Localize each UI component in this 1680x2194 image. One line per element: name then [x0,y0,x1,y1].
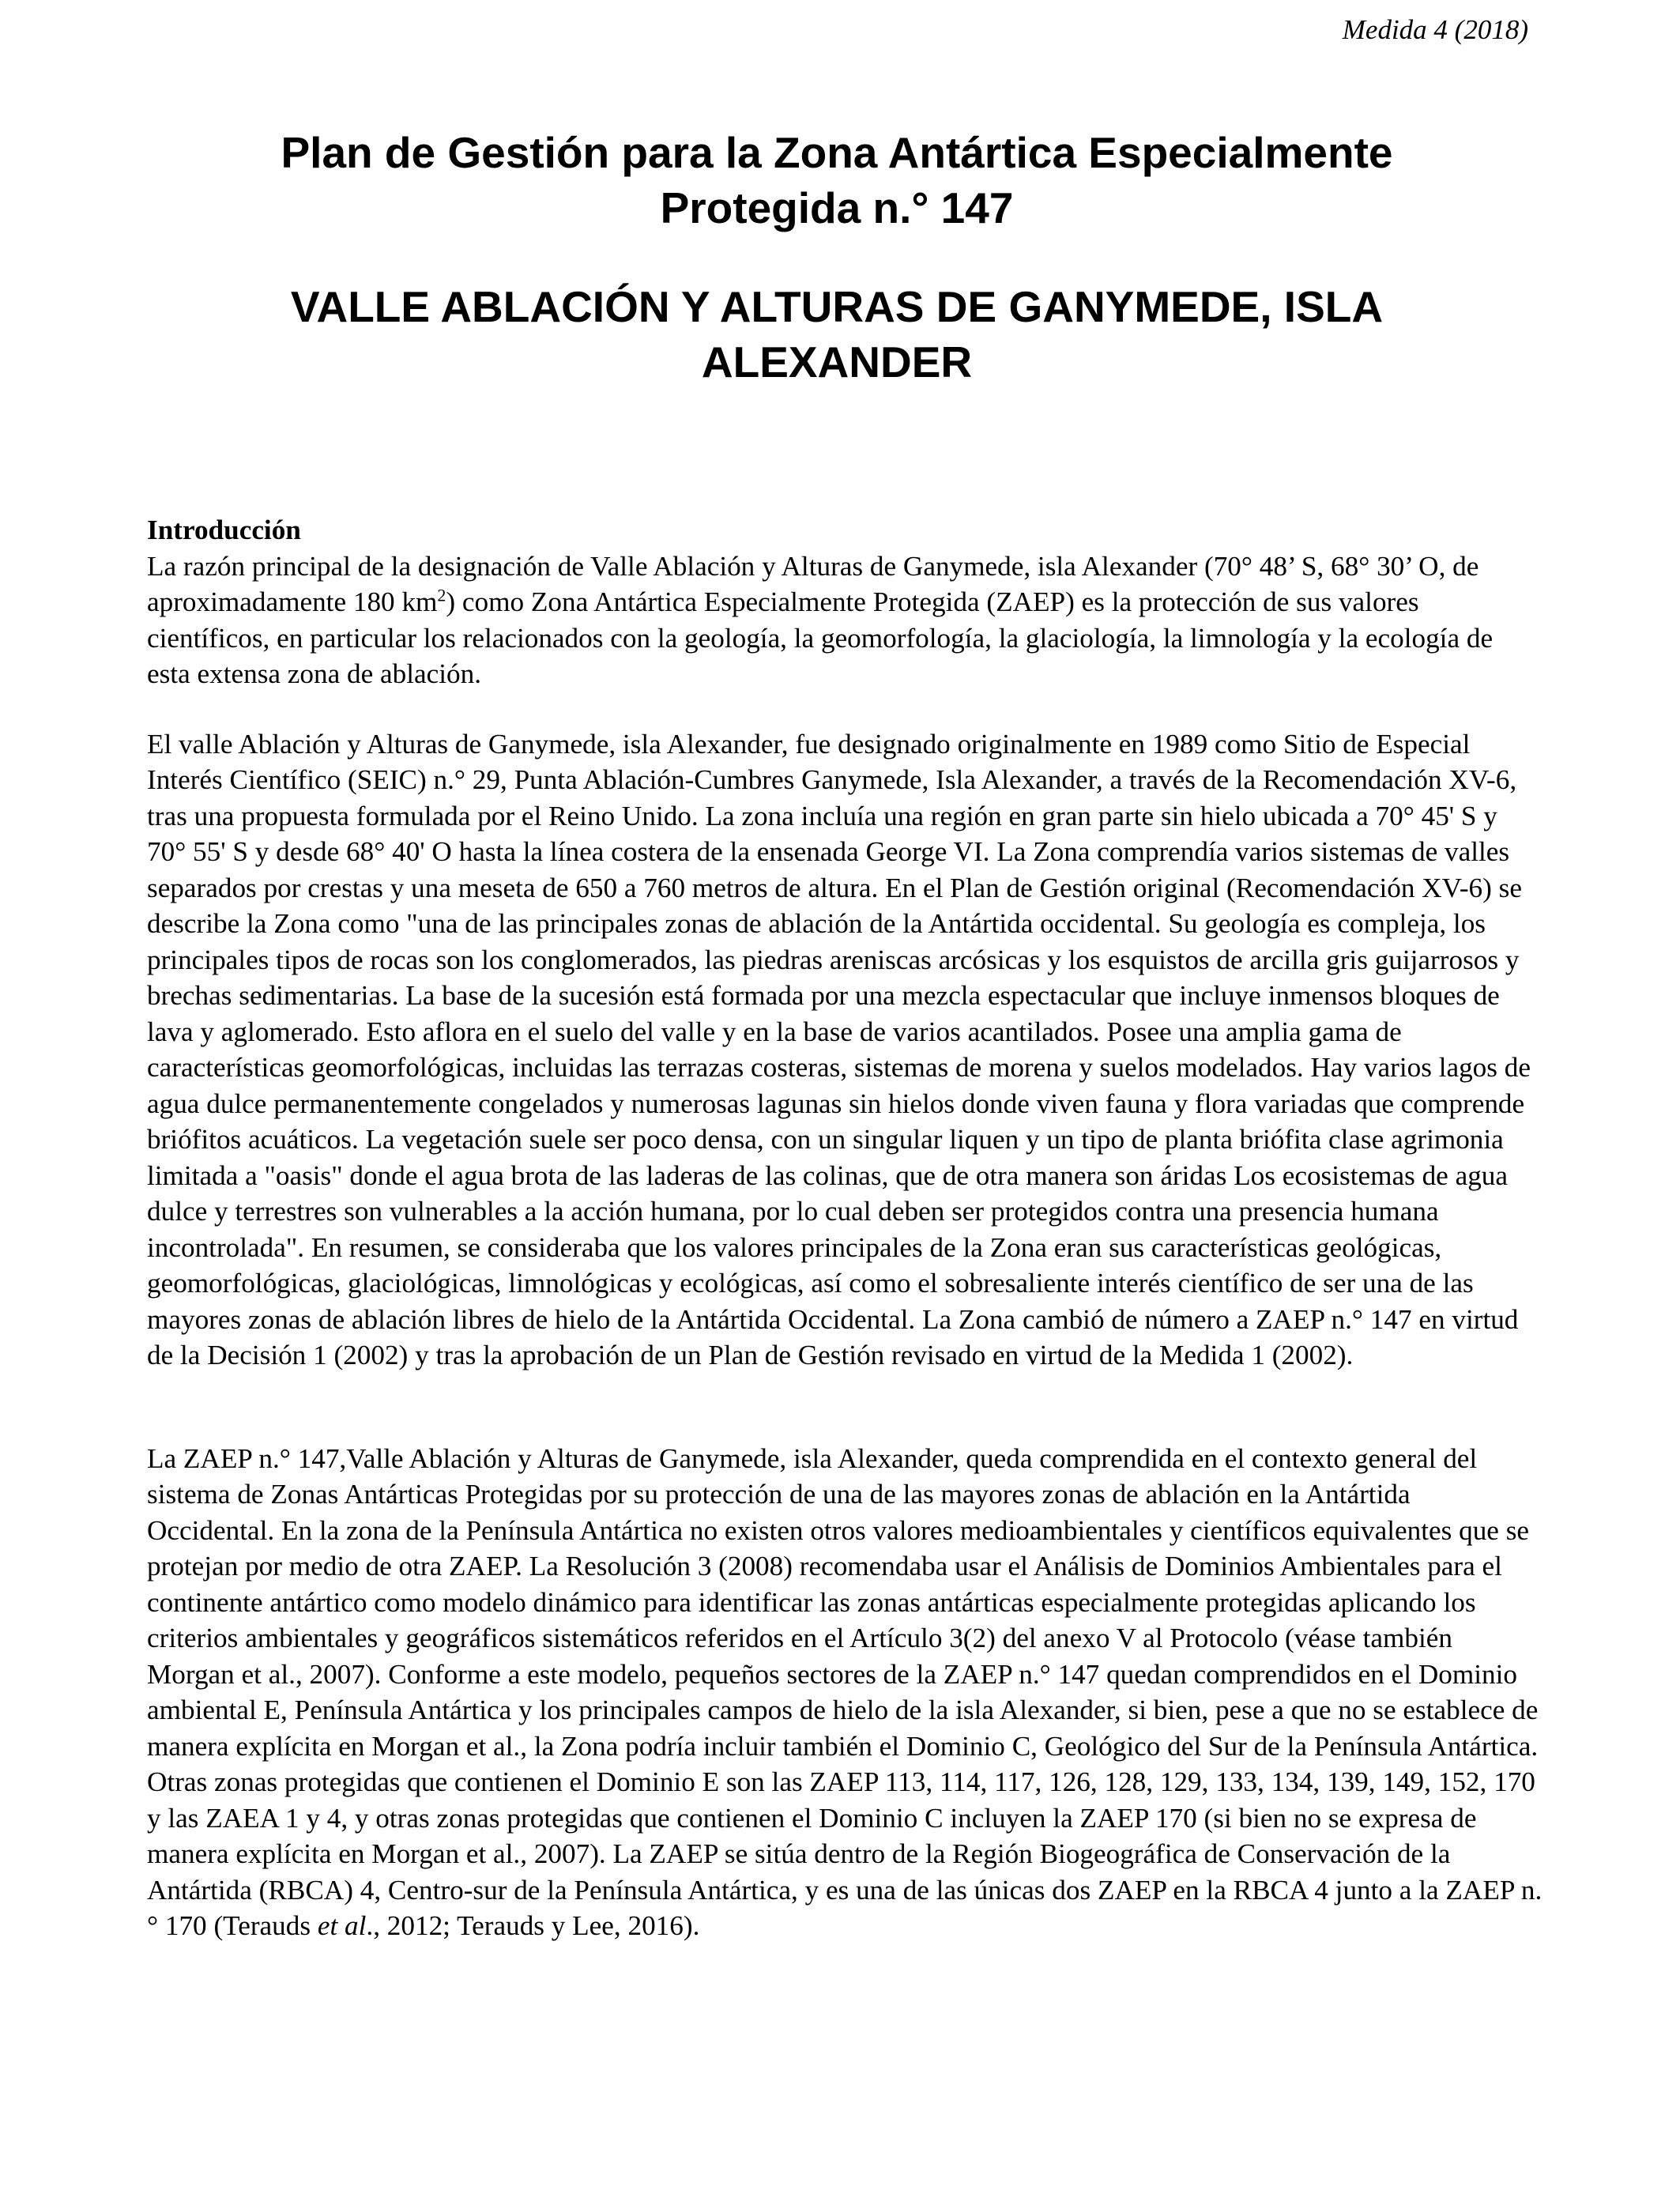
title-line-2: Protegida n.° 147 [660,183,1014,232]
document-title [147,125,1525,236]
document-subtitle [147,279,1525,390]
paragraph-2: El valle Ablación y Alturas de Ganymede, isla Alexander, fue designado originalmente en 1989 como Sitio de Especial Interés Científico (SEIC) n.° 29, Punta Ablación-Cumbres Ganymede, Isla Alexander, a través de la Recomendación XV-6, tras una propuesta formulada por el Reino Unido. La zona incluía una región en gran parte sin hielo ubicada a 70° 45' S y 70° 55' S y desde 68° 40' O hasta la línea costera de la ensenada George VI. La Zona comprendía varios sistemas de valles separados por crestas y una meseta de 650 a 760 metros de altura. En el Plan de Gestión original (Recomendación XV-6) se describe la Zona como "una de las principales zonas de ablación de la Antártida occidental. Su geología es compleja, los principales tipos de rocas son los conglomerados, las piedras areniscas arcósicas y los esquistos de arcilla gris guijarrosos y brechas sedimentarias. La base de la sucesión está formada por una mezcla espectacular que incluye inmensos bloques de lava y aglomerado. Esto aflora en el suelo del valle y en la base de varios acantilados. Posee una amplia gama de características geomorfológicas, incluidas las terrazas costeras, sistemas de morena y suelos modelados. Hay varios lagos de agua dulce permanentemente congelados y numerosas lagunas sin hielos donde viven fauna y flora variadas que comprende briófitos acuáticos. La vegetación suele ser poco densa, con un singular liquen y un tipo de planta briófita clase agrimonia limitada a "oasis" donde el agua brota de las laderas de las colinas, que de otra manera son áridas Los ecosistemas de agua dulce y terrestres son vulnerables a la acción humana, por lo cual deben ser protegidos contra una presencia humana incontrolada". En resumen, se consideraba que los valores principales de la Zona eran sus características geológicas, geomorfológicas, glaciológicas, limnológicas y ecológicas, así como el sobresaliente interés científico de ser una de las mayores zonas de ablación libres de hielo de la Antártida Occidental. La Zona cambió de número a ZAEP n.° 147 en virtud de la Decisión 1 (2002) y tras la aprobación de un Plan de Gestión revisado en virtud de la Medida 1 (2002). [147,728,1531,1370]
measure-label: Medida 4 (2018) [1342,14,1528,45]
subtitle-line-2: ALEXANDER [701,337,973,386]
paragraph-3 [147,1441,1543,1944]
document-body [147,512,1543,1944]
citation-italic: et al [317,1910,367,1941]
paragraph-3-text-a: La ZAEP n.° 147,Valle Ablación y Alturas de Ganymede, isla Alexander, queda comprendida en el contexto general del sistema de Zonas Antárticas Protegidas por su protección de una de las mayores zonas de ablación en la Antártida Occidental. En la zona de la Península Antártica no existen otros valores medioambientales y científicos equivalentes que se protejan por medio de otra ZAEP. La Resolución 3 (2008) recomendaba usar el Análisis de Dominios Ambientales para el continente antártico como modelo dinámico para identificar las zonas antárticas especialmente protegidas aplicando los criterios ambientales y geográficos sistemáticos referidos en el Artículo 3(2) del anexo V al Protocolo (véase también Morgan et al., 2007). Conforme a este modelo, pequeños sectores de la ZAEP n.° 147 quedan comprendidos en el Dominio ambiental E, Península Antártica y los principales campos de hielo de la isla Alexander, si bien, pese a que no se establece de manera explícita en Morgan et al., la Zona podría incluir también el Dominio C, Geológico del Sur de la Península Antártica. Otras zonas protegidas que contienen el Dominio E son las ZAEP 113, 114, 117, 126, 128, 129, 133, 134, 139, 149, 152, 170 y las ZAEA 1 y 4, y otras zonas protegidas que contienen el Dominio C incluyen la ZAEP 170 (si bien no se expresa de manera explícita en Morgan et al., 2007). La ZAEP se sitúa dentro de la Región Biogeográfica de Conservación de la Antártida (RBCA) 4, Centro-sur de la Península Antártica, y es una de las únicas dos ZAEP en la RBCA 4 junto a la ZAEP n.° 170 (Terauds [147,1442,1543,1941]
subtitle-line-1: VALLE ABLACIÓN Y ALTURAS DE GANYMEDE, ISLA [290,282,1384,331]
section-heading: Introducción [147,515,301,545]
paragraph-1-text-a: La razón principal de la designación de Valle Ablación y Alturas de Ganymede, isla Alexander (70° 48’ S, 68° 30’ O, de aproximadamente 180 km [147,550,1479,617]
paragraph-3-text-b: ., 2012; Terauds y Lee, 2016). [366,1910,700,1941]
paragraph-1 [147,548,1543,692]
title-line-1: Plan de Gestión para la Zona Antártica Especialmente [281,128,1393,177]
paragraph-1-text-b: ) como Zona Antártica Especialmente Protegida (ZAEP) es la protección de sus valores científicos, en particular los relacionados con la geología, la geomorfología, la glaciología, la limnología y la ecología de esta extensa zona de ablación. [147,586,1494,689]
superscript: 2 [437,585,446,605]
